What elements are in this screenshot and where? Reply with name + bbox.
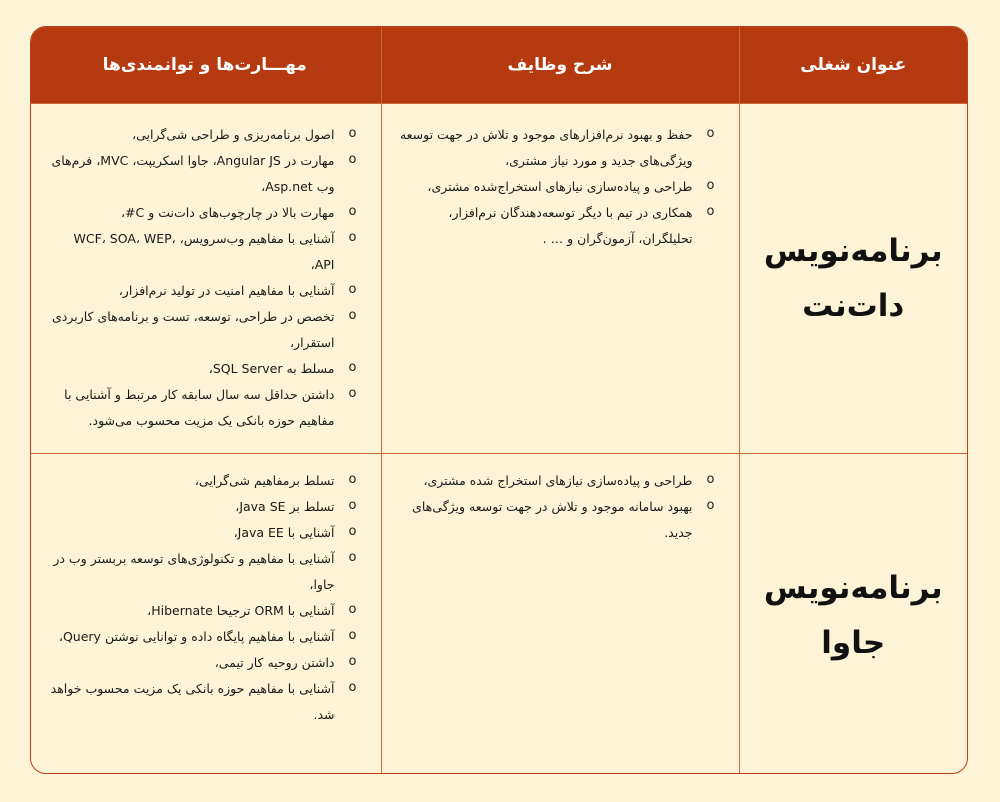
job-title-line: دات‌نت [802,287,905,324]
list-item: o آشنایی با مفاهیم حوزه بانکی یک مزیت محسوب خواهد شد. [47,676,359,728]
job-table [30,26,968,774]
job-title-line: برنامه‌نویس [763,570,943,607]
skills-list [30,454,381,738]
list-item: o داشتن روحیه کار تیمی، [47,650,359,676]
list-item: o مهارت بالا در چارچوب‌های دات‌نت و C#، [47,200,359,226]
list-item: o داشتن حداقل سه سال سابقه کار مرتبط و آشنایی با مفاهیم حوزه بانکی یک مزیت محسوب می‌شود. [47,382,359,434]
list-item: o آشنایی با مفاهیم و تکنولوژی‌های توسعه بربستر وب در جاوا، [47,546,359,598]
header-row [30,27,967,104]
job-title-cell [739,104,967,454]
list-item: o تخصص در طراحی، توسعه، تست و برنامه‌های کاربردی استقرار، [47,304,359,356]
list-item: o اصول برنامه‌ریزی و طراحی شی‌گرایی، [47,122,359,148]
list-item: o طراحی و پیاده‌سازی نیازهای استخراج شده مشتری، [400,468,717,494]
duties-cell [381,454,739,775]
skills-cell [30,454,381,775]
skills-cell [30,104,381,454]
list-item: o آشنایی با ORM ترجیحا Hibernate، [47,598,359,624]
duties-list [382,104,739,262]
duties-list [382,454,739,556]
list-item: o آشنایی با مفاهیم امنیت در تولید نرم‌افزار، [47,278,359,304]
table-row-dotnet [30,104,967,454]
list-item: o آشنایی با Java EE، [47,520,359,546]
job-table-grid [30,27,967,774]
list-item: o آشنایی با مفاهیم وب‌سرویس، WCF، SOA، WEP، API، [47,226,359,278]
skills-list [30,104,381,444]
job-title-line: برنامه‌نویس [763,233,943,270]
job-title-cell [739,454,967,775]
list-item: o آشنایی با مفاهیم پایگاه داده و توانایی نوشتن Query، [47,624,359,650]
duties-cell [381,104,739,454]
list-item: o تسلط بر Java SE، [47,494,359,520]
header-job-title: عنوان شغلی [739,27,967,104]
list-item: o حفظ و بهبود نرم‌افزارهای موجود و تلاش در جهت توسعه ویژگی‌های جدید و مورد نیاز مشتری، [400,122,717,174]
job-title-line: جاوا [821,624,886,661]
header-skills: مهـــارت‌ها و توانمندی‌ها [30,27,381,104]
list-item: o مهارت در Angular JS، جاوا اسکریپت، MVC، فرم‌های وب Asp.net، [47,148,359,200]
table-row-java [30,454,967,775]
list-item: o مسلط به SQL Server، [47,356,359,382]
list-item: o بهبود سامانه موجود و تلاش در جهت توسعه ویژگی‌های جدید. [400,494,717,546]
header-duties: شرح وظایف [381,27,739,104]
list-item: o تسلط برمفاهیم شی‌گرایی، [47,468,359,494]
list-item: o همکاری در تیم با دیگر توسعه‌دهندگان نرم‌افزار، تحلیلگران، آزمون‌گران و … . [400,200,717,252]
list-item: o طراحی و پیاده‌سازی نیازهای استخراج‌شده مشتری، [400,174,717,200]
